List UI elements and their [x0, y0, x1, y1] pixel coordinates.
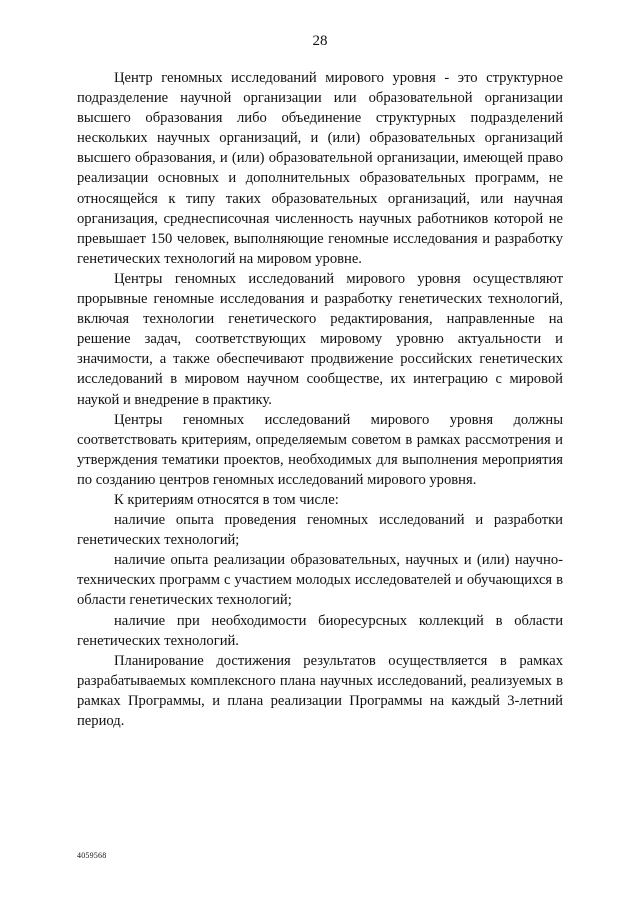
paragraph-centers-activities: Центры геномных исследований мирового уровня осуществляют прорывные геномные исследования и разработку генетических технологий, включая технологии генетического редактирования, направленные на решение задач, соответствующих мировому уровню актуальности и значимости, а также обеспечивают продвижение российских генетических исследований в мировом научном сообществе, их интеграцию с мировой наукой и внедрение в практику.: [77, 270, 563, 408]
paragraph-criterion-collections: наличие при необходимости биоресурсных коллекций в области генетических технологий.: [77, 612, 563, 649]
document-body: [77, 68, 563, 731]
paragraph-criterion-programs: наличие опыта реализации образовательных, научных и (или) научно-технических программ с участием молодых исследователей и обучающихся в области генетических технологий;: [77, 552, 563, 609]
paragraph-criterion-experience: наличие опыта проведения геномных исследований и разработки генетических технологий;: [77, 512, 563, 549]
document-id: 4059568: [77, 851, 107, 860]
page-number: 28: [312, 33, 328, 49]
paragraph-criteria-intro: К критериям относятся в том числе:: [114, 491, 339, 508]
paragraph-centers-criteria: Центры геномных исследований мирового уровня должны соответствовать критериям, определяемым советом в рамках рассмотрения и утверждения тематики проектов, необходимых для выполнения мероприятия по созданию центров геномных исследований мирового уровня.: [77, 411, 563, 488]
paragraph-planning: Планирование достижения результатов осуществляется в рамках разрабатываемых комплексного плана научных исследований, реализуемых в рамках Программы, и плана реализации Программы на каждый 3-летний период.: [77, 652, 563, 729]
paragraph-genomic-center-definition: Центр геномных исследований мирового уровня - это структурное подразделение научной организации или образовательной организации высшего образования либо объединение структурных подразделений нескольких научных организаций, и (или) образовательных организаций высшего образования, и (или) образовательной организации, имеющей право реализации основных и дополнительных образовательных программ, не относящейся к типу таких образовательных организаций, или научная организация, среднесписочная численность научных работников которой не превышает 150 человек, выполняющие геномные исследования и разработку генетических технологий на мировом уровне.: [77, 70, 563, 267]
